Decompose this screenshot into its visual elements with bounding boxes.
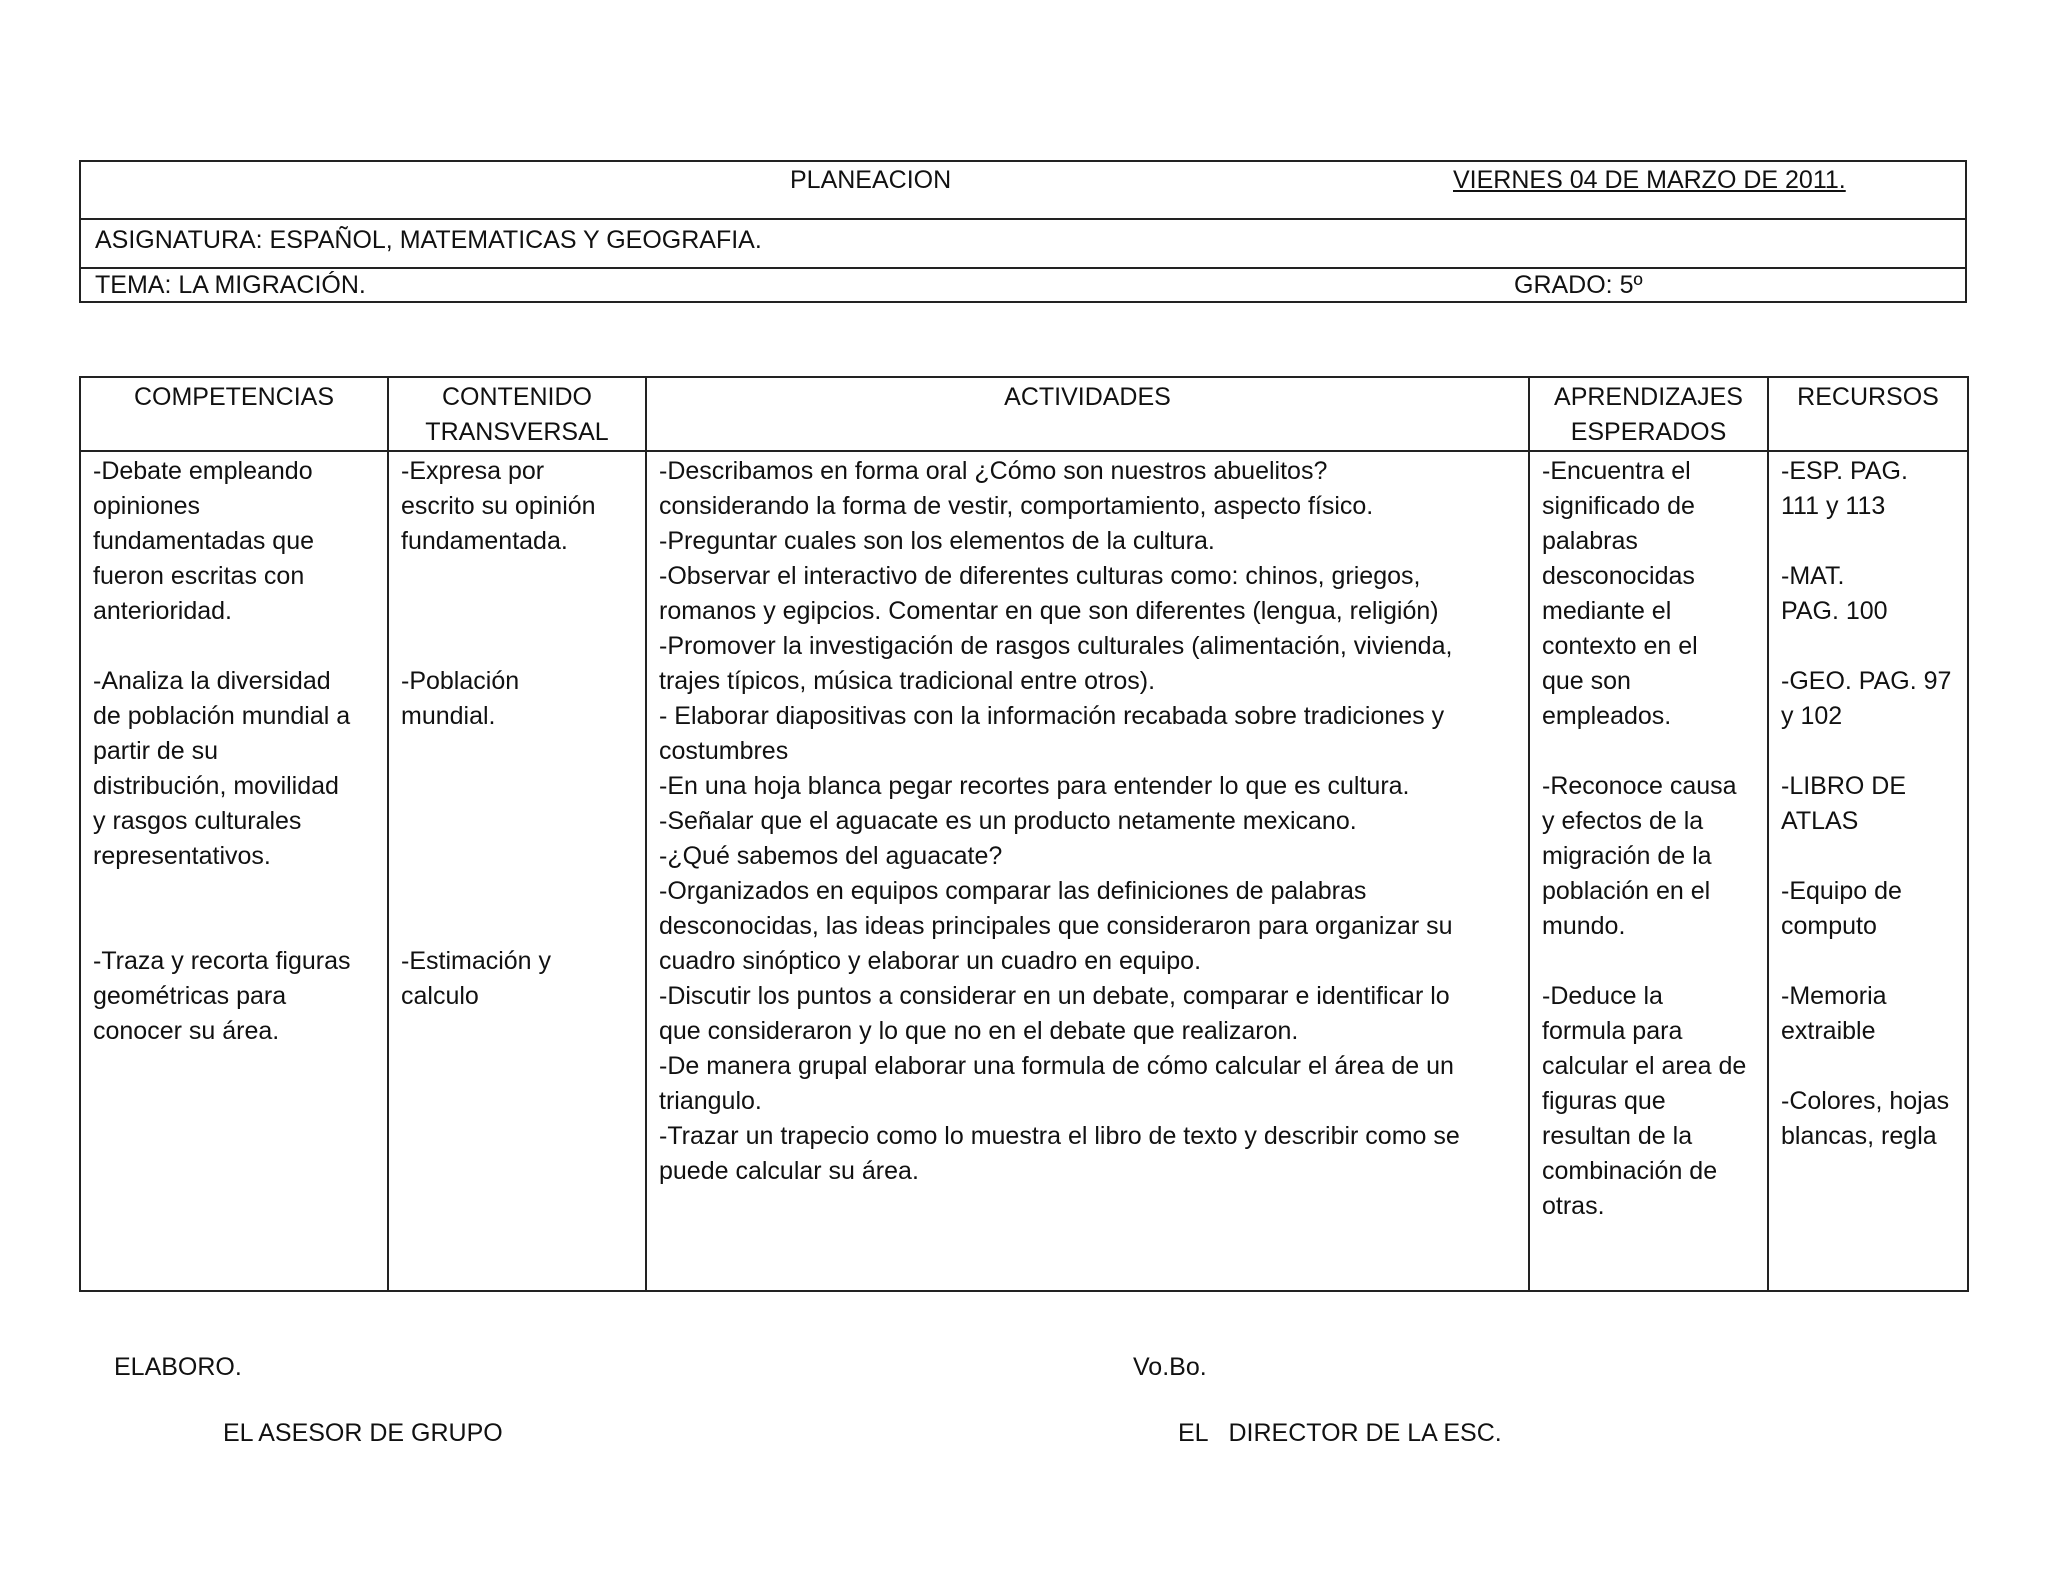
cell-aprendizajes-line: -Encuentra el [1542, 457, 1691, 485]
cell-recursos-line: -Equipo de [1781, 877, 1902, 905]
header-actividades-label: ACTIVIDADES [1004, 383, 1171, 411]
cell-competencias-line: opiniones [93, 492, 201, 520]
header-recursos [1768, 377, 1968, 451]
cell-actividades-line: -Señalar que el aguacate es un producto netamente mexicano. [659, 807, 1357, 835]
cell-contenido-spacer [401, 839, 633, 874]
cell-actividades [646, 451, 1529, 1291]
asignatura-cell [80, 219, 1966, 268]
cell-competencias-spacer [93, 909, 375, 944]
planning-table [79, 376, 1969, 1292]
cell-aprendizajes-line: -Reconoce causa [1542, 772, 1737, 800]
cell-aprendizajes-line: contexto en el [1542, 632, 1698, 660]
cell-actividades-line: -Describamos en forma oral ¿Cómo son nuestros abuelitos? [659, 457, 1328, 485]
cell-contenido-spacer [401, 909, 633, 944]
cell-recursos-line: computo [1781, 912, 1877, 940]
cell-recursos-line: blancas, regla [1781, 1122, 1937, 1150]
cell-recursos-line: ATLAS [1781, 807, 1859, 835]
header-contenido-label-2: TRANSVERSAL [425, 418, 609, 446]
cell-competencias-line: y rasgos culturales [93, 807, 302, 835]
cell-actividades-line: desconocidas, las ideas principales que consideraron para organizar su [659, 912, 1453, 940]
cell-recursos-line: extraible [1781, 1017, 1876, 1045]
cell-contenido-spacer [401, 874, 633, 909]
cell-competencias-line: -Traza y recorta figuras [93, 947, 351, 975]
cell-recursos-line: -MAT. [1781, 562, 1845, 590]
table-header-row [80, 377, 1968, 451]
cell-recursos-spacer [1781, 524, 1955, 559]
plan-date: VIERNES 04 DE MARZO DE 2011. [1453, 166, 1846, 194]
cell-aprendizajes [1529, 451, 1768, 1291]
header-recursos-label: RECURSOS [1797, 383, 1939, 411]
cell-competencias-line: distribución, movilidad [93, 772, 339, 800]
cell-competencias-line: fueron escritas con [93, 562, 305, 590]
header-aprendizajes-label-1: APRENDIZAJES [1554, 383, 1743, 411]
cell-actividades-line: triangulo. [659, 1087, 762, 1115]
cell-competencias-line: -Debate empleando [93, 457, 313, 485]
cell-actividades-line: puede calcular su área. [659, 1157, 919, 1185]
cell-recursos-spacer [1781, 839, 1955, 874]
cell-aprendizajes-line: población en el [1542, 877, 1711, 905]
cell-actividades-line: -Preguntar cuales son los elementos de la cultura. [659, 527, 1215, 555]
cell-actividades-line: costumbres [659, 737, 789, 765]
cell-recursos-spacer [1781, 1049, 1955, 1084]
cell-recursos-spacer [1781, 734, 1955, 769]
cell-competencias-spacer [93, 874, 375, 909]
cell-aprendizajes-line: mundo. [1542, 912, 1626, 940]
cell-competencias-spacer [93, 629, 375, 664]
director-signature-line: EL DIRECTOR DE LA ESC. [1178, 1419, 1502, 1447]
cell-contenido-spacer [401, 804, 633, 839]
asesor-signature-line: EL ASESOR DE GRUPO [223, 1419, 503, 1447]
vobo-label: Vo.Bo. [1133, 1353, 1207, 1381]
header-competencias [80, 377, 388, 451]
cell-recursos [1768, 451, 1968, 1291]
cell-contenido-line: escrito su opinión [401, 492, 596, 520]
cell-aprendizajes-line: significado de [1542, 492, 1695, 520]
cell-competencias-line: representativos. [93, 842, 271, 870]
cell-aprendizajes-line: figuras que [1542, 1087, 1666, 1115]
tema-cell [80, 268, 1966, 302]
cell-actividades-line: - Elaborar diapositivas con la información recabada sobre tradiciones y [659, 702, 1445, 730]
cell-actividades-line: -De manera grupal elaborar una formula de cómo calcular el área de un [659, 1052, 1454, 1080]
cell-actividades-line: cuadro sinóptico y elaborar un cuadro en equipo. [659, 947, 1202, 975]
cell-contenido-line: -Estimación y [401, 947, 552, 975]
cell-recursos-line: -LIBRO DE [1781, 772, 1907, 800]
cell-recursos-line: -Colores, hojas [1781, 1087, 1950, 1115]
cell-recursos-line: -Memoria [1781, 982, 1887, 1010]
cell-competencias-line: geométricas para [93, 982, 287, 1010]
cell-actividades-line: -Discutir los puntos a considerar en un debate, comparar e identificar lo [659, 982, 1450, 1010]
cell-actividades-line: -Promover la investigación de rasgos culturales (alimentación, vivienda, [659, 632, 1453, 660]
cell-actividades-line: romanos y egipcios. Comentar en que son diferentes (lengua, religión) [659, 597, 1439, 625]
cell-aprendizajes-line: mediante el [1542, 597, 1672, 625]
cell-recursos-line: -GEO. PAG. 97 [1781, 667, 1952, 695]
cell-recursos-line: PAG. 100 [1781, 597, 1888, 625]
cell-contenido-line: -Población [401, 667, 520, 695]
cell-aprendizajes-line: -Deduce la [1542, 982, 1663, 1010]
cell-aprendizajes-line: palabras [1542, 527, 1638, 555]
cell-actividades-line: -¿Qué sabemos del aguacate? [659, 842, 1003, 870]
tema-text: TEMA: LA MIGRACIÓN. [95, 271, 366, 299]
cell-competencias-line: conocer su área. [93, 1017, 280, 1045]
grado-text: GRADO: 5º [1514, 271, 1643, 299]
cell-aprendizajes-spacer [1542, 734, 1755, 769]
cell-aprendizajes-line: migración de la [1542, 842, 1712, 870]
cell-contenido-spacer [401, 734, 633, 769]
cell-contenido-spacer [401, 559, 633, 594]
cell-actividades-line: trajes típicos, música tradicional entre otros). [659, 667, 1156, 695]
cell-aprendizajes-line: y efectos de la [1542, 807, 1704, 835]
cell-contenido-line: mundial. [401, 702, 496, 730]
cell-aprendizajes-line: combinación de [1542, 1157, 1718, 1185]
cell-aprendizajes-line: otras. [1542, 1192, 1605, 1220]
cell-competencias-line: -Analiza la diversidad [93, 667, 331, 695]
header-aprendizajes [1529, 377, 1768, 451]
asignatura-text: ASIGNATURA: ESPAÑOL, MATEMATICAS Y GEOGRAFIA. [95, 226, 762, 254]
cell-competencias-line: fundamentadas que [93, 527, 315, 555]
cell-contenido-line: calculo [401, 982, 479, 1010]
cell-recursos-line: -ESP. PAG. [1781, 457, 1908, 485]
cell-contenido-line: -Expresa por [401, 457, 545, 485]
cell-aprendizajes-line: calcular el area de [1542, 1052, 1747, 1080]
cell-aprendizajes-line: resultan de la [1542, 1122, 1693, 1150]
cell-actividades-line: considerando la forma de vestir, comportamiento, aspecto físico. [659, 492, 1374, 520]
cell-aprendizajes-line: que son [1542, 667, 1631, 695]
cell-contenido-spacer [401, 769, 633, 804]
cell-competencias-line: de población mundial a [93, 702, 351, 730]
cell-contenido-line: fundamentada. [401, 527, 568, 555]
cell-actividades-line: -Organizados en equipos comparar las definiciones de palabras [659, 877, 1367, 905]
cell-aprendizajes-line: empleados. [1542, 702, 1672, 730]
elaboro-label: ELABORO. [114, 1353, 242, 1381]
cell-aprendizajes-line: formula para [1542, 1017, 1683, 1045]
header-title-cell [80, 161, 1966, 219]
header-contenido [388, 377, 646, 451]
header-contenido-label-1: CONTENIDO [442, 383, 592, 411]
header-table [79, 160, 1967, 303]
header-competencias-label: COMPETENCIAS [133, 383, 335, 411]
cell-competencias-line: partir de su [93, 737, 219, 765]
header-actividades [646, 377, 1529, 451]
cell-actividades-line: -En una hoja blanca pegar recortes para entender lo que es cultura. [659, 772, 1410, 800]
cell-recursos-spacer [1781, 944, 1955, 979]
cell-contenido [388, 451, 646, 1291]
cell-recursos-spacer [1781, 629, 1955, 664]
cell-recursos-line: y 102 [1781, 702, 1843, 730]
table-row [80, 451, 1968, 1291]
cell-competencias [80, 451, 388, 1291]
cell-actividades-line: -Trazar un trapecio como lo muestra el libro de texto y describir como se [659, 1122, 1460, 1150]
page-title: PLANEACION [790, 166, 952, 194]
cell-aprendizajes-spacer [1542, 944, 1755, 979]
cell-actividades-line: -Observar el interactivo de diferentes culturas como: chinos, griegos, [659, 562, 1421, 590]
header-aprendizajes-label-2: ESPERADOS [1570, 418, 1727, 446]
cell-contenido-spacer [401, 594, 633, 629]
cell-recursos-line: 111 y 113 [1781, 492, 1886, 520]
cell-actividades-line: que consideraron y lo que no en el debate que realizaron. [659, 1017, 1299, 1045]
cell-aprendizajes-line: desconocidas [1542, 562, 1695, 590]
cell-contenido-spacer [401, 629, 633, 664]
cell-competencias-line: anterioridad. [93, 597, 232, 625]
